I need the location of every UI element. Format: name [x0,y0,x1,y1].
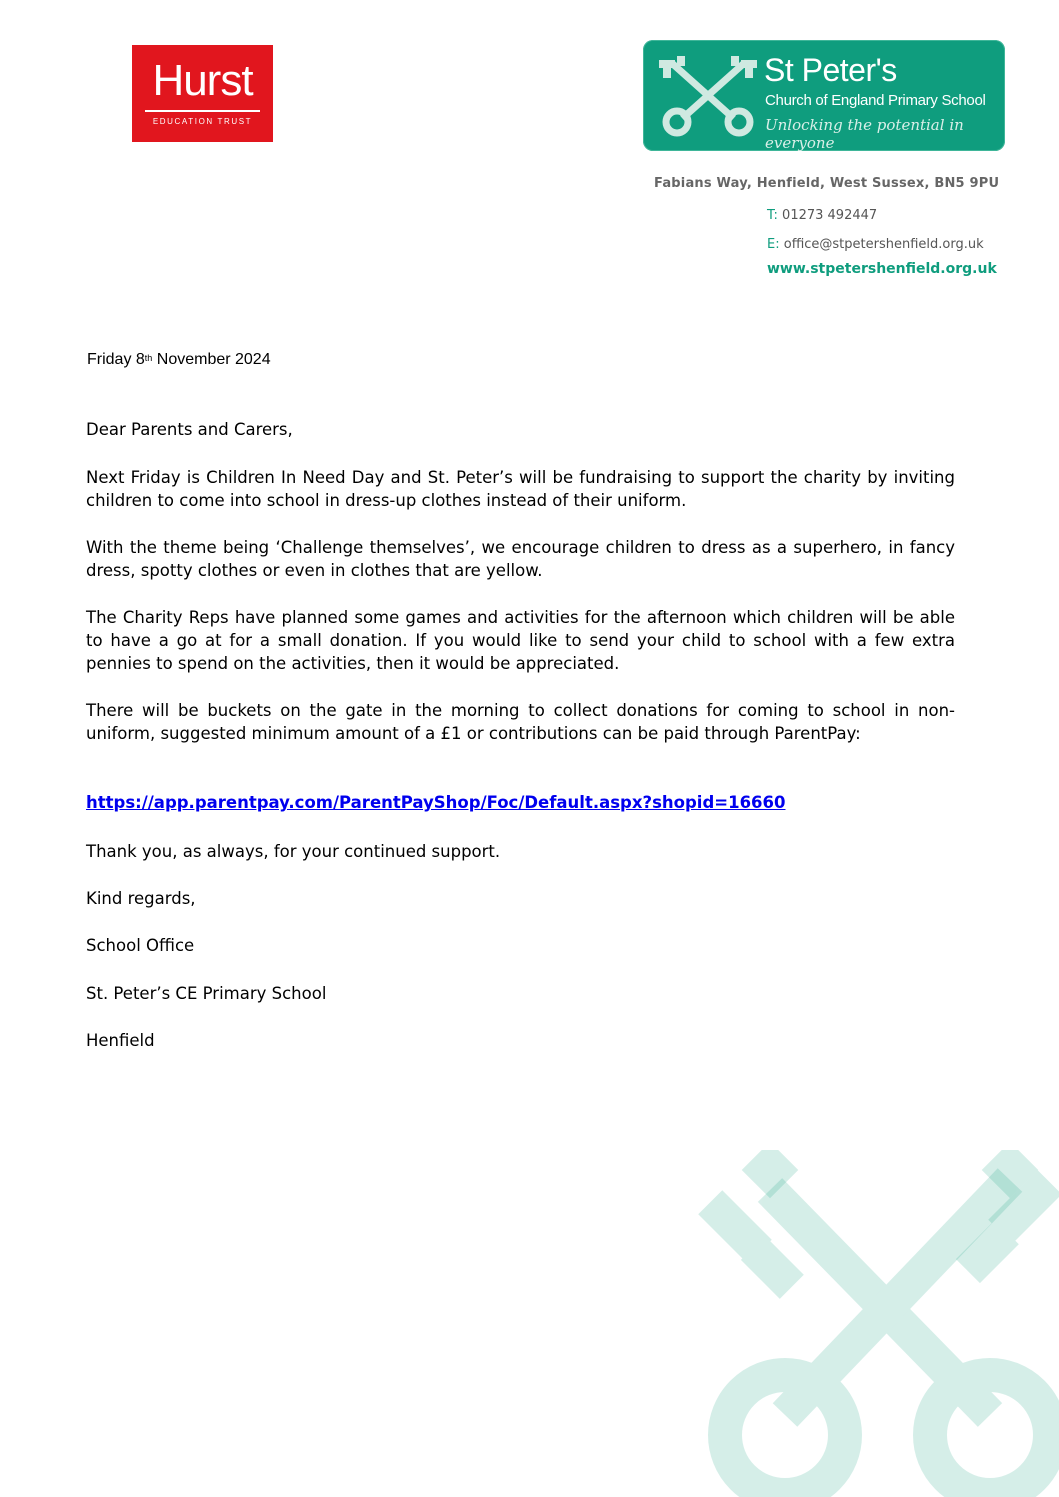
parentpay-link[interactable]: https://app.parentpay.com/ParentPayShop/Foc/Default.aspx?shopid=16660 [86,793,786,812]
hurst-logo-subtitle: EDUCATION TRUST [152,117,253,126]
parentpay-link-line [86,791,955,814]
letter-date [87,350,271,370]
date-suffix: November 2024 [152,351,271,368]
email-line [767,237,984,253]
phone-label: T: [767,208,778,223]
hurst-logo-rule [145,110,260,112]
thanks-line: Thank you, as always, for your continued support. [86,842,501,861]
crossed-keys-icon [655,54,761,138]
school-tagline: Unlocking the potential in everyone [765,116,964,152]
school-address: Fabians Way, Henfield, West Sussex, BN5 9PU [654,176,1000,191]
phone-line [767,208,877,224]
website-link[interactable]: www.stpetershenfield.org.uk [767,261,997,277]
watermark-keys-icon [690,1150,1059,1497]
hurst-logo-name: Hurst [152,56,253,105]
date-prefix: Friday 8 [87,351,145,368]
paragraph-children-in-need: Next Friday is Children In Need Day and St. Peter’s will be fundraising to support the charity by inviting children to come into school in dress-up clothes instead of their uniform. [86,468,955,510]
greeting: Dear Parents and Carers, [86,420,293,439]
signature-office: School Office [86,936,195,955]
signature-town: Henfield [86,1031,155,1050]
school-subtitle: Church of England Primary School [765,92,986,109]
paragraph-activities: The Charity Reps have planned some games and activities for the afternoon which children will be able to have a go at for a small donation. If you would like to send your child to school with a few extra pennies to spend on the activities, then it would be appreciated. [86,608,955,673]
date-ordinal: th [144,353,153,363]
school-logo [643,40,1005,151]
school-name: St Peter's [764,52,897,88]
email-label: E: [767,237,780,252]
paragraph-theme: With the theme being ‘Challenge themselves’, we encourage children to dress as a superhero, in fancy dress, spotty clothes or even in clothes that are yellow. [86,538,955,580]
phone-number: 01273 492447 [782,208,878,223]
email-address[interactable]: office@stpetershenfield.org.uk [783,237,984,252]
hurst-logo [132,45,273,142]
signature-school: St. Peter’s CE Primary School [86,984,327,1003]
closing-line: Kind regards, [86,889,196,908]
paragraph-donations: There will be buckets on the gate in the morning to collect donations for coming to school in non-uniform, suggested minimum amount of a £1 or contributions can be paid through ParentPay: [86,701,955,743]
